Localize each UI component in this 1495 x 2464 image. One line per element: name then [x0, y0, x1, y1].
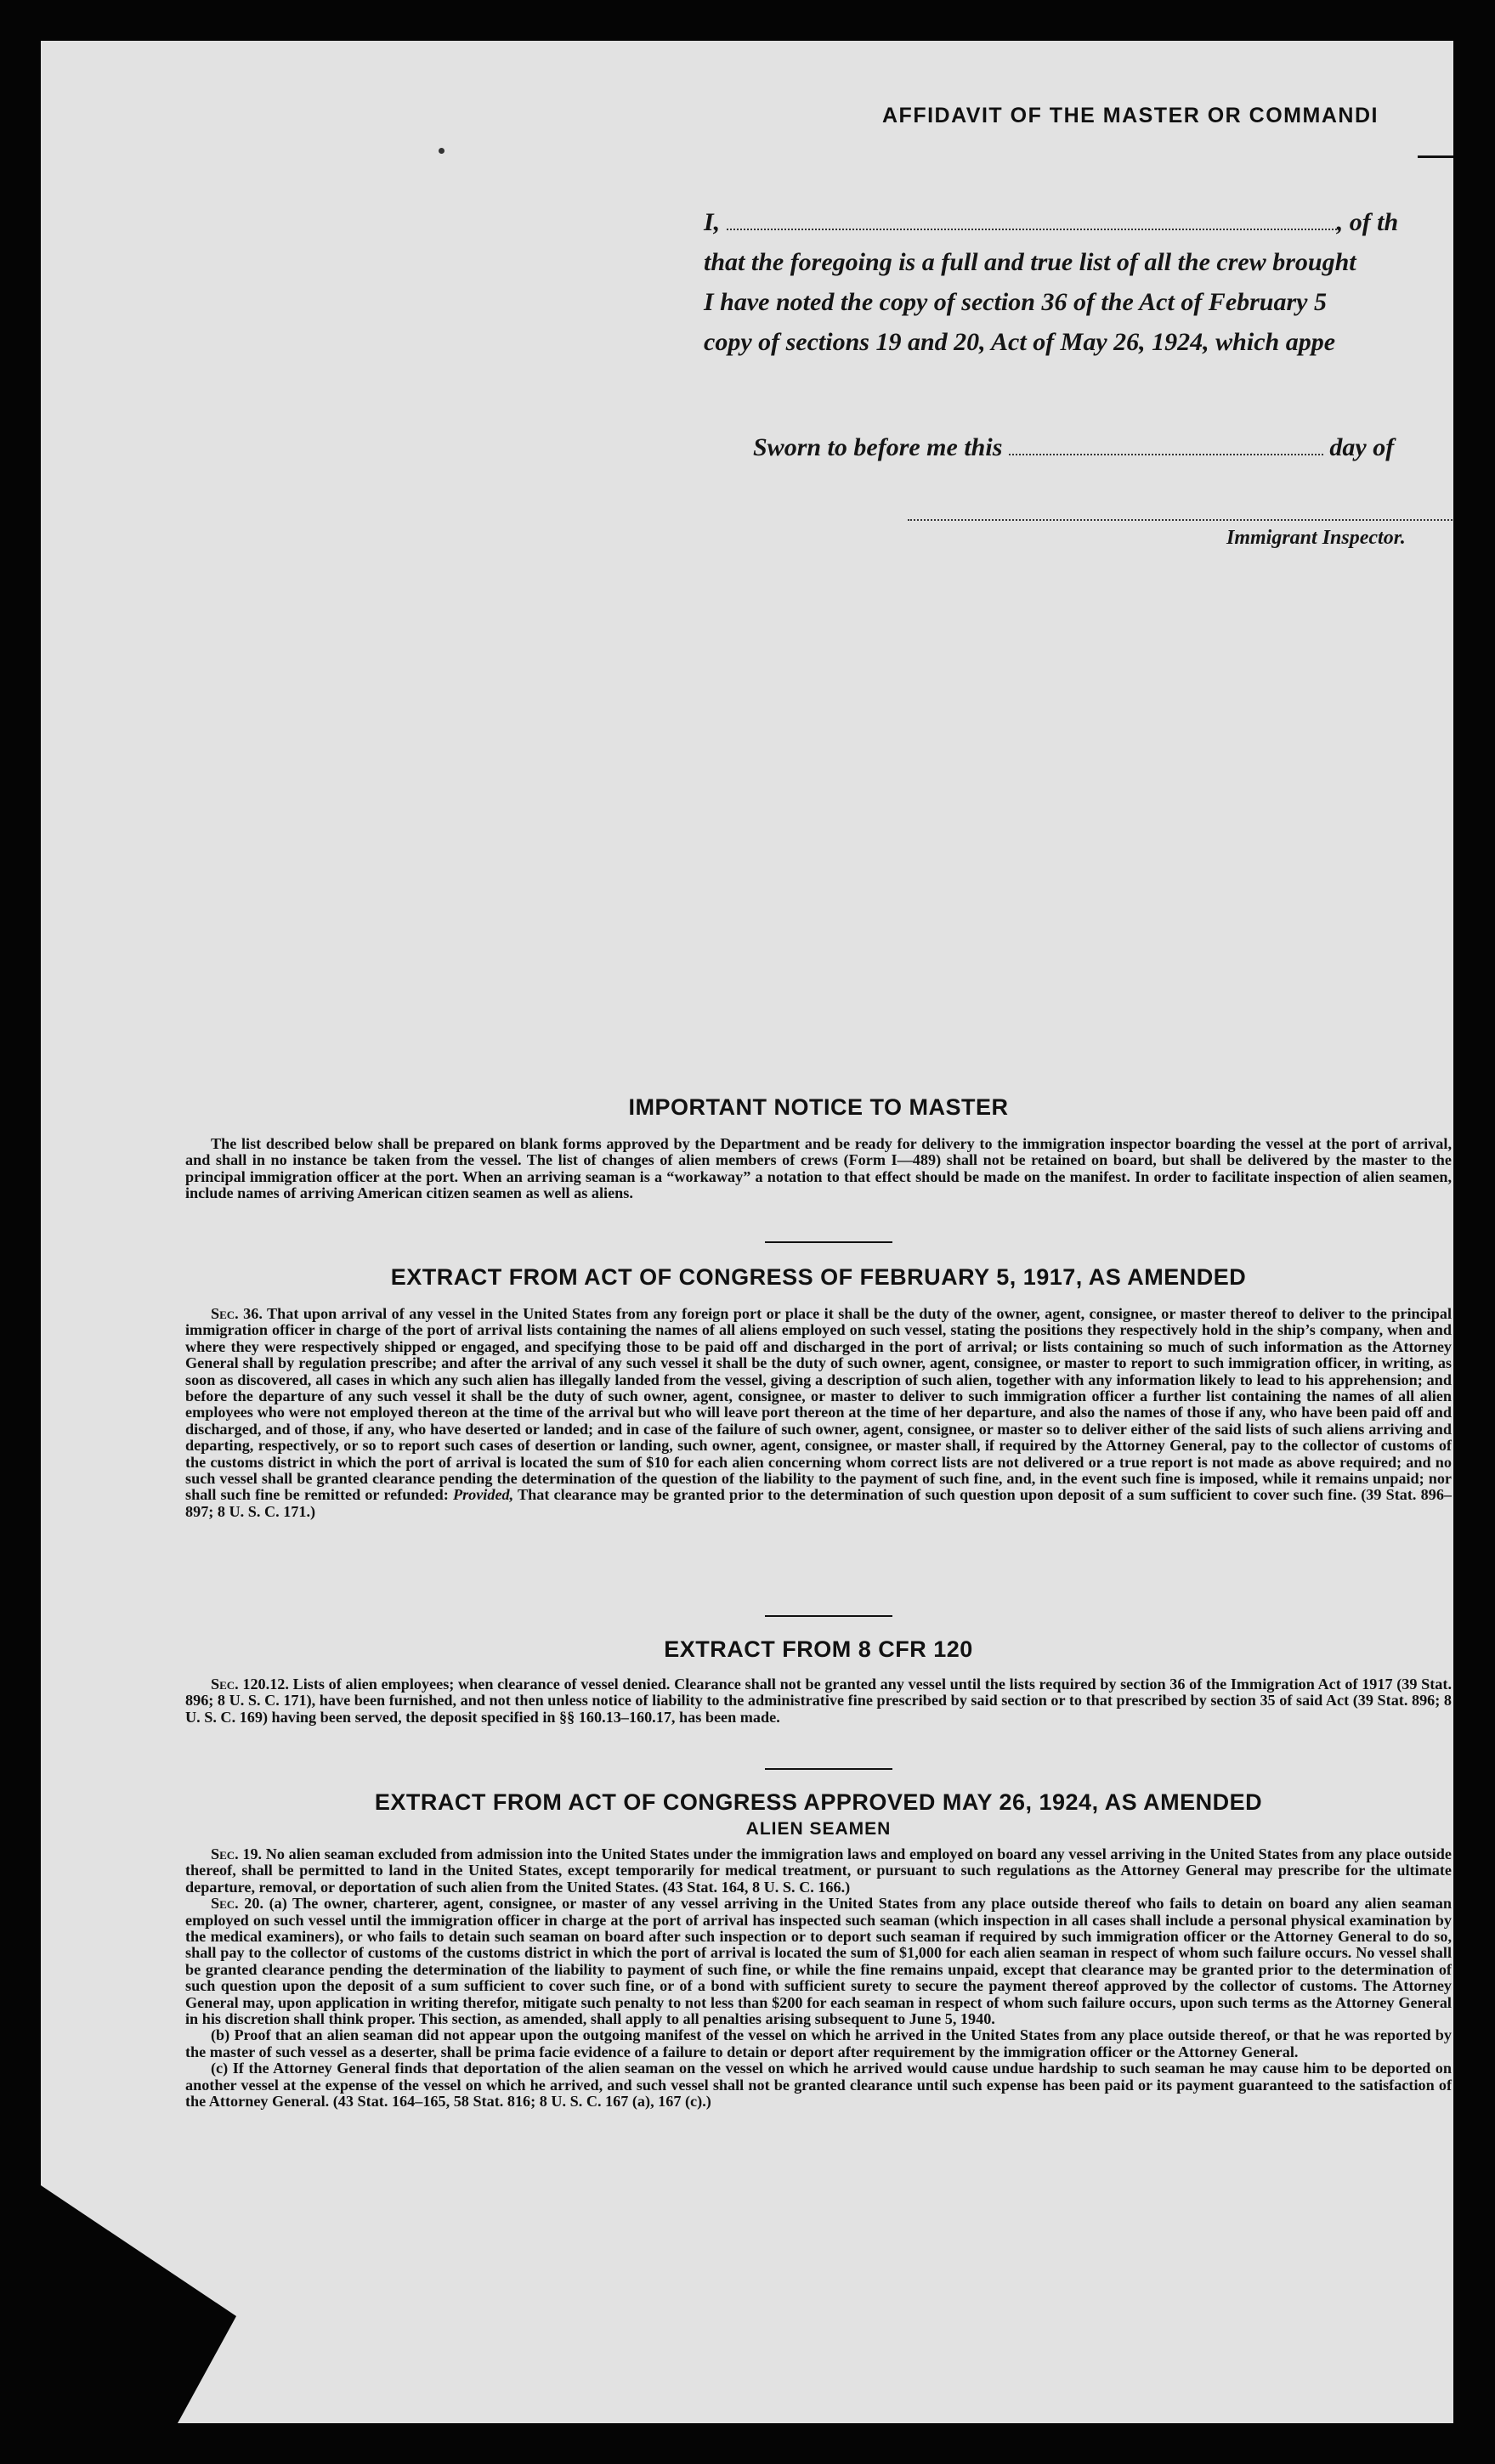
folded-corner: [41, 2185, 236, 2423]
affidavit-line-4: copy of sections 19 and 20, Act of May 26, 1924, which appe: [704, 328, 1336, 356]
sec-120-12-text: [185, 1676, 1452, 1726]
ink-speck: [439, 148, 445, 154]
sec-36-proviso: Provided,: [452, 1486, 514, 1504]
sec-19-label: Sec. 19.: [211, 1845, 263, 1862]
sec-19-body: No alien seaman excluded from admission into the United States under the immigration laws and employed on board any vessel arriving in the United States from any place outside thereof, shall be permitted to land in the United States, except temporarily for medical treatment, or pursuant to such regulations as the Attorney General may prescribe for the ultimate departure, removal, or deportation of such alien from the United States. (43 Stat. 164, 8 U. S. C. 166.): [185, 1845, 1452, 1896]
extract-1917-heading: EXTRACT FROM ACT OF CONGRESS OF FEBRUARY 5, 1917, AS AMENDED: [390, 1264, 1247, 1290]
extract-cfr: [185, 1636, 1452, 1726]
notice-heading: IMPORTANT NOTICE TO MASTER: [628, 1094, 1009, 1120]
affidavit-title: AFFIDAVIT OF THE MASTER OR COMMANDI: [882, 104, 1379, 127]
section-divider: [765, 1241, 892, 1243]
title-rule: [1418, 155, 1453, 158]
section-divider: [765, 1615, 892, 1617]
notice-text: The list described below shall be prepared on blank forms approved by the Department and be ready for delivery to the immigration inspector boarding the vessel at the port of arrival, and shall in no instance be taken from the vessel. The list of changes of alien members of crews (Form I—489) shall not be retained on board, but shall be delivered by the master to the principal immigration officer at the port. When an arriving seaman is a “workaway” a notation to that effect should be made on the manifest. In order to facilitate inspection of alien seamen, include names of arriving American citizen seamen as well as aliens.: [185, 1135, 1452, 1202]
affidavit-line-2: that the foregoing is a full and true list of all the crew brought: [704, 248, 1356, 276]
affidavit-line-3: I have noted the copy of section 36 of the Act of February 5: [704, 288, 1327, 316]
extract-1924: [185, 1789, 1452, 2111]
sec-36-text: [185, 1306, 1452, 1520]
sworn-line: [753, 433, 1394, 462]
sec-19-text: [185, 1846, 1452, 1896]
sec-120-12-label: Sec. 120.12.: [211, 1676, 289, 1693]
sec-36-body: That upon arrival of any vessel in the United States from any foreign port or place it shall be the duty of the owner, agent, consignee, or master thereof to deliver to the principal immigration officer in charge of the port of arrival lists containing the names of all aliens employed on such vessel, stating the positions they respectively hold in the ship’s company, when and where they were respectively shipped or engaged, and specifying those to be paid off and discharged in the port of arrival; or lists containing so much of such information as the Attorney General shall by regulation prescribe; and after the arrival of any such vessel it shall be the duty of such owner, agent, consignee, or master to report to such immigration officer, in writing, as soon as discovered, all cases in which any such alien has illegally landed from the vessel, giving a description of such alien, together with any information likely to lead to his apprehension; and before the departure of any such vessel it shall be the duty of such owner, agent, consignee, or master to deliver to such immigration officer a further list containing the names of all alien employees who were not employed thereon at the time of the arrival but who will leave port thereon at the time of her departure, and also the names of those if any, who have been paid off and discharged, and of those, if any, who have deserted or landed; and in case of the failure of such owner, agent, consignee, or master so to deliver either of the said lists of such aliens arriving and departing, respectively, or so to report such cases of desertion or landing, such owner, agent, consignee, or master shall, if required by the Attorney General, pay to the collector of customs of the customs district in which the port of arrival is located the sum of $10 for each alien concerning whom correct lists are not delivered or a true report is not made as above required; and no such vessel shall be granted clearance pending the determination of the question of the liability to the payment of such fine, and, in the event such fine is imposed, while it remains unpaid; nor shall such fine be remitted or refunded:: [185, 1305, 1452, 1504]
date-blank: [1009, 438, 1323, 455]
extract-1917: [185, 1264, 1452, 1520]
affidavit-line-1-end: , of th: [1336, 208, 1399, 236]
sec-36-body-end: That clearance may be granted prior to the determination of such question upon deposit of a sum sufficient to cover such fine. (39 Stat. 896–897; 8 U. S. C. 171.): [185, 1486, 1453, 1520]
document-page: [41, 41, 1453, 2423]
sworn-start: Sworn to before me this: [753, 433, 1003, 461]
extract-1924-heading: EXTRACT FROM ACT OF CONGRESS APPROVED MAY 26, 1924, AS AMENDED: [374, 1789, 1263, 1815]
sec-20a-body: (a) The owner, charterer, agent, consignee, or master of any vessel arriving in the United States from any place outside thereof who fails to detain on board any alien seaman employed on such vessel until the immigration officer in charge at the port of arrival has inspected such seaman (which inspection in all cases shall include a personal physical examination by the medical examiners), or who fails to detain such seaman on board after such inspection or to deport such seaman if required by such immigration officer or the Attorney General to do so, shall pay to the collector of customs of the customs district in which the port of arrival is located the sum of $1,000 for each alien seaman in respect of whom such failure occurs. No vessel shall be granted clearance pending the determination of the liability to payment of such fine, or while the fine remains unpaid, except that clearance may be granted prior to the determination of such question upon the deposit of a sum sufficient to cover such fine, or of a bond with sufficient surety to secure the payment thereof approved by the collector of customs. The Attorney General may, upon application in writing therefor, mitigate such penalty to not less than $200 for each seaman in respect of whom such failure occurs, upon such terms as the Attorney General in his discretion shall think proper. This section, as amended, shall apply to all penalties arising subsequent to June 5, 1940.: [185, 1895, 1453, 2028]
sworn-end: day of: [1329, 433, 1395, 461]
section-divider: [765, 1768, 892, 1770]
affidavit-line-1: [704, 202, 1453, 242]
important-notice: [185, 1094, 1452, 1202]
affidavit-text: [704, 202, 1453, 362]
name-blank: [727, 213, 1337, 230]
sec-20c-text: (c) If the Attorney General finds that deportation of the alien seaman on the vessel on which he arrived would cause undue hardship to such seaman he may cause him to be deported on another vessel at the expense of the vessel on which he arrived, and such vessel shall not be granted clearance until such expense has been paid or its payment guaranteed to the satisfaction of the Attorney General. (43 Stat. 164–165, 58 Stat. 816; 8 U. S. C. 167 (a), 167 (c).): [185, 2060, 1452, 2111]
signature-line: [908, 519, 1453, 521]
alien-seamen-subheading: ALIEN SEAMEN: [745, 1819, 892, 1839]
sec-20-label: Sec. 20.: [211, 1895, 264, 1913]
sec-20b-text: (b) Proof that an alien seaman did not appear upon the outgoing manifest of the vessel on which he arrived in the United States from any place outside thereof, or that he was reported by the master of such vessel as a deserter, shall be prima facie evidence of a failure to detain or deport after requirement by the immigration officer or the Attorney General.: [185, 2026, 1452, 2060]
inspector-label: Immigrant Inspector.: [1226, 527, 1406, 549]
affidavit-line-1-start: I,: [704, 208, 721, 236]
extract-cfr-heading: EXTRACT FROM 8 CFR 120: [664, 1636, 973, 1662]
sec-120-12-body: Lists of alien employees; when clearance of vessel denied. Clearance shall not be granted any vessel until the lists required by section 36 of the Immigration Act of 1917 (39 Stat. 896; 8 U. S. C. 171), have been furnished, and not then unless notice of liability to the administrative fine prescribed by said section or to that prescribed by section 35 of said Act (39 Stat. 896; 8 U. S. C. 169) having been served, the deposit specified in §§ 160.13–160.17, has been made.: [185, 1676, 1452, 1726]
sec-20a-text: [185, 1896, 1452, 2027]
sec-36-label: Sec. 36.: [211, 1305, 263, 1322]
